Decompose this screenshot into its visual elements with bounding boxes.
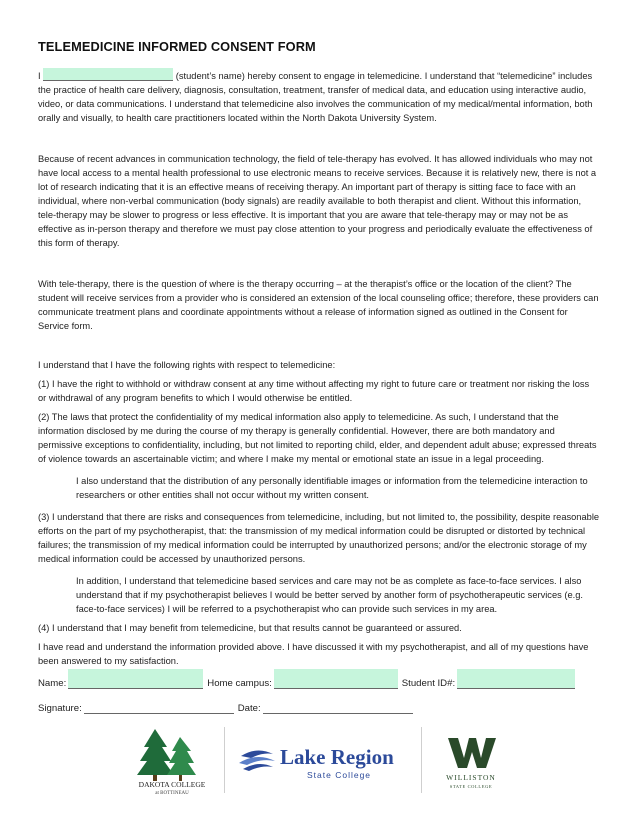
signature-field[interactable] xyxy=(84,694,234,714)
home-campus-field[interactable] xyxy=(274,669,398,689)
pine-tree-icon xyxy=(137,729,174,775)
lake-region-logo xyxy=(225,724,421,796)
right-1: (1) I have the right to withhold or withdraw consent at any time without affecting my right to future care or treatment nor risking the loss or withdrawal of any program benefits to which I would otherwise be entitled. xyxy=(38,379,590,403)
dakota-college-sub: at BOTTINEAU xyxy=(155,791,189,795)
wave-icon xyxy=(241,750,273,758)
right-2: (2) The laws that protect the confidentiality of my medical information also apply to telemedicine. As such, I understand that the information disclosed by me during the course of my therapy is generally confidential. However, there are both mandatory and permissive exceptions to confidentiality, including, but not limited to reporting child, elder, and dependent adult abuse; expressed threats of violence towards an ascertainable victim; and where I make my mental or emotional state an issue in a legal proceeding. xyxy=(38,412,597,464)
lake-region-name: Lake Region xyxy=(280,745,394,769)
intro-text: (student’s name) hereby consent to engage in telemedicine. I understand that “telemedicine” includes the practice of health care delivery, diagnosis, consultation, treatment, transfer of medical data, and education using interactive audio, video, or data communications. I understand that telemedicine also involves the communication of my medical/mental information, both orally and visually, to health care practitioners located within the North Dakota University System. xyxy=(38,71,593,123)
intro-prefix: I xyxy=(38,71,41,81)
date-field[interactable] xyxy=(263,694,413,714)
date-label: Date: xyxy=(237,703,261,714)
college-logos xyxy=(120,724,520,796)
dakota-college-logo xyxy=(120,724,224,796)
right-3: (3) I understand that there are risks and consequences from telemedicine, including, but not limited to, the possibility, despite reasonable efforts on the part of my psychotherapist, that: the transmission of my medical information could be disrupted or distorted by technical failures; the transmission of my medical information could be interrupted by unauthorized persons; and/or the electronic storage of my medical information could be accessed by unauthorized persons. xyxy=(38,512,600,564)
lake-region-sub: State College xyxy=(307,770,372,780)
right-3-indent: In addition, I understand that telemedicine based services and care may not be as complete as face-to-face services. I also understand that if my psychotherapist believes I would be better served by another form of psychotherapeutic services (e.g. face-to-face services) I will be referred to a psychotherapist who can provide such services in my area. xyxy=(76,576,583,614)
pine-tree-icon xyxy=(167,737,196,775)
williston-name: WILLISTON xyxy=(446,773,496,782)
closing-paragraph: I have read and understand the information provided above. I have discussed it with my psychotherapist, and all of my questions have been answered to my satisfaction. xyxy=(38,642,589,666)
intro-paragraph xyxy=(38,68,600,125)
advances-paragraph: Because of recent advances in communication technology, the field of tele-therapy has evolved. It has allowed individuals who may not have local access to a mental health professional to use electronic means to receive services. Because it is relatively new, there is not a lot of research indicating that it is an effective means of receiving therapy. An important part of therapy is sitting face to face with an individual, where non-verbal communication (body signals) are readily available to both therapist and client. Without this information, tele-therapy may be slower to progress or less effective. It is important that you are aware that tele-therapy may or may not be as effective as in-person therapy and therefore we must pay close attention to your progress and periodically evaluate the effectiveness of this form of therapy. xyxy=(38,154,597,248)
right-4: (4) I understand that I may benefit from telemedicine, but that results cannot be guaranteed or assured. xyxy=(38,623,462,633)
student-id-label: Student ID#: xyxy=(401,678,456,689)
name-label: Name: xyxy=(38,678,67,689)
student-id-field[interactable] xyxy=(457,669,575,689)
consent-document xyxy=(38,40,600,668)
campus-label: Home campus: xyxy=(207,678,272,689)
right-2-indent: I also understand that the distribution of any personally identifiable images or information from the telemedicine interaction to researchers or other entities shall not occur without my written consent. xyxy=(76,476,588,500)
dakota-college-name: DAKOTA COLLEGE xyxy=(138,780,206,789)
location-paragraph: With tele-therapy, there is the question of where is the therapy occurring – at the therapist’s office or the location of the client? The student will receive services from a provider who is considered an extension of the local counseling office; therefore, these providers can communicate treatment plans and coordinate appointments without a release of information signed as outlined in the Consent for Service form. xyxy=(38,279,599,331)
name-field[interactable] xyxy=(68,669,203,689)
williston-w-icon xyxy=(448,738,496,768)
student-name-field[interactable] xyxy=(43,68,173,81)
signature-label: Signature: xyxy=(38,703,82,714)
form-row-2 xyxy=(38,694,417,714)
rights-heading: I understand that I have the following rights with respect to telemedicine: xyxy=(38,360,336,370)
form-row-1 xyxy=(38,669,579,689)
form-title: TELEMEDICINE INFORMED CONSENT FORM xyxy=(38,39,316,54)
williston-logo xyxy=(422,724,520,796)
williston-sub: STATE COLLEGE xyxy=(449,784,493,789)
